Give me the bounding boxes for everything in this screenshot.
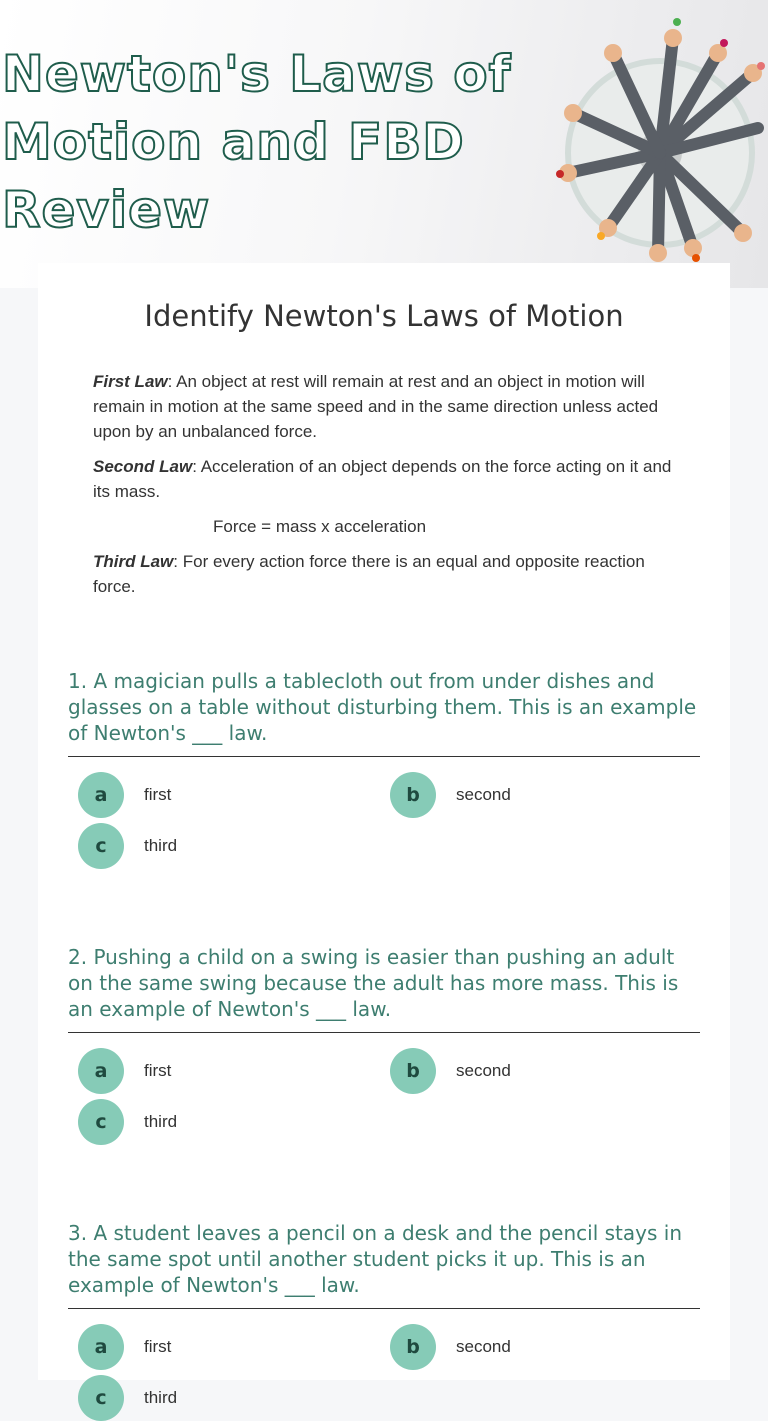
option-a[interactable] (78, 772, 171, 818)
option-c[interactable] (78, 823, 177, 869)
option-label: second (456, 1337, 511, 1356)
option-a[interactable] (78, 1324, 171, 1370)
laws-summary (93, 369, 683, 609)
law-name: Third Law (93, 552, 174, 571)
option-b[interactable] (390, 1048, 511, 1094)
option-label: third (144, 1112, 178, 1131)
option-letter-badge: a (78, 1048, 124, 1094)
answer-options (68, 1309, 700, 1419)
option-label: third (144, 1388, 178, 1407)
question-3 (68, 1220, 700, 1419)
option-label: second (456, 1061, 511, 1080)
answer-options (68, 757, 700, 867)
question-text: 3. A student leaves a pencil on a desk and the pencil stays in the same spot until another student picks it up. This is an example of Newton's ___ law. (68, 1220, 700, 1309)
force-formula: Force = mass x acceleration (213, 517, 427, 536)
question-2 (68, 944, 700, 1143)
law-name: Second Law (93, 457, 193, 476)
third-law (93, 549, 683, 599)
option-b[interactable] (390, 1324, 511, 1370)
question-text: 2. Pushing a child on a swing is easier than pushing an adult on the same swing because the adult has more mass. This is an example of Newton's ___ law. (68, 944, 700, 1033)
option-label: third (144, 836, 178, 855)
law-text: : For every action force there is an equal and opposite reaction force. (93, 552, 645, 596)
answer-options (68, 1033, 700, 1143)
option-letter-badge: c (78, 823, 124, 869)
law-text: : An object at rest will remain at rest and an object in motion will remain in motion at the same speed and in the same direction unless acted upon by an unbalanced force. (93, 372, 659, 441)
option-letter-badge: c (78, 1375, 124, 1421)
worksheet-title: Newton's Laws of Motion and FBD Review (2, 45, 512, 239)
first-law (93, 369, 683, 444)
question-text: 1. A magician pulls a tablecloth out from under dishes and glasses on a table without disturbing them. This is an example of Newton's ___ law. (68, 668, 700, 757)
option-c[interactable] (78, 1099, 177, 1145)
question-1 (68, 668, 700, 867)
section-title: Identify Newton's Laws of Motion (144, 299, 624, 333)
option-a[interactable] (78, 1048, 171, 1094)
option-letter-badge: a (78, 1324, 124, 1370)
option-label: first (144, 1061, 172, 1080)
pencil-cup-image (548, 8, 768, 273)
option-letter-badge: b (390, 772, 436, 818)
option-letter-badge: b (390, 1324, 436, 1370)
law-name: First Law (93, 372, 168, 391)
second-law (93, 454, 683, 504)
option-label: second (456, 785, 511, 804)
option-c[interactable] (78, 1375, 177, 1421)
worksheet-card (38, 263, 730, 1409)
option-letter-badge: b (390, 1048, 436, 1094)
option-letter-badge: a (78, 772, 124, 818)
law-text: : Acceleration of an object depends on the force acting on it and its mass. (93, 457, 672, 501)
option-b[interactable] (390, 772, 511, 818)
header-banner (0, 0, 768, 288)
option-label: first (144, 1337, 172, 1356)
option-letter-badge: c (78, 1099, 124, 1145)
option-label: first (144, 785, 172, 804)
